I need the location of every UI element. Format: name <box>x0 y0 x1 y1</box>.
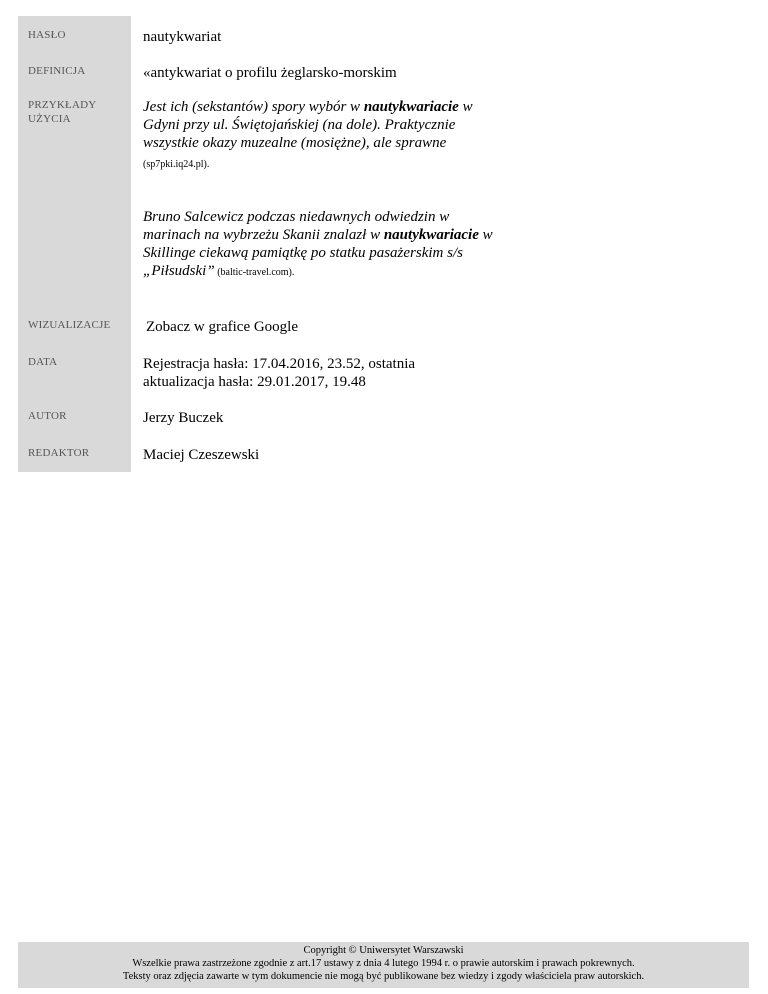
example-1-source: (sp7pki.iq24.pl). <box>143 159 210 170</box>
example-1-before: Jest ich (sekstantów) spory wybór w <box>143 99 364 115</box>
redaktor-label: REDAKTOR <box>28 447 90 459</box>
wizualizacje-label: WIZUALIZACJE <box>28 319 111 331</box>
redaktor-value: Maciej Czeszewski <box>143 447 260 463</box>
haslo-value: nautykwariat <box>143 29 222 45</box>
footer-line2: Wszelkie prawa zastrzeżone zgodnie z art.17 ustawy z dnia 4 lutego 1994 r. o prawie autorskim i prawach pokrewnych. <box>132 958 635 969</box>
autor-label: AUTOR <box>28 410 67 422</box>
label-column-background <box>18 16 131 472</box>
example-1 <box>143 98 503 174</box>
example-2-after: w Skillinge ciekawą pamiątkę po statku pasażerskim s/s „Piłsudski” <box>143 227 493 279</box>
przyklady-label <box>28 98 128 126</box>
example-2-keyword: nautykwariacie <box>383 227 479 243</box>
data-line2: aktualizacja hasła: 29.01.2017, 19.48 <box>143 374 366 390</box>
definicja-value: «antykwariat o profilu żeglarsko-morskim <box>143 65 397 81</box>
copyright-footer <box>18 942 749 988</box>
autor-value: Jerzy Buczek <box>143 410 224 426</box>
przyklady-label-line1: PRZYKŁADY <box>28 99 97 111</box>
example-1-after: w Gdyni przy ul. Świętojańskiej (na dole). Praktycznie wszystkie okazy muzealne (mosiężne), ale sprawne <box>143 99 473 151</box>
footer-line1: Copyright © Uniwersytet Warszawski <box>303 945 464 956</box>
data-value <box>143 355 623 391</box>
example-2-source: (baltic-travel.com). <box>214 267 295 278</box>
haslo-label: HASŁO <box>28 29 66 41</box>
data-line1: Rejestracja hasła: 17.04.2016, 23.52, ostatnia <box>143 356 416 372</box>
google-images-link[interactable]: Zobacz w grafice Google <box>146 319 299 335</box>
definicja-label: DEFINICJA <box>28 65 86 77</box>
example-1-keyword: nautykwariacie <box>363 99 459 115</box>
example-2-before: Bruno Salcewicz podczas niedawnych odwiedzin w marinach na wybrzeżu Skanii znalazł w <box>143 209 450 243</box>
footer-line3: Teksty oraz zdjęcia zawarte w tym dokumencie nie mogą być publikowane bez wiedzy i zgody właściciela praw autorskich. <box>122 971 645 982</box>
przyklady-label-line2: UŻYCIA <box>28 113 71 125</box>
data-label: DATA <box>28 356 58 368</box>
example-2 <box>143 208 503 282</box>
